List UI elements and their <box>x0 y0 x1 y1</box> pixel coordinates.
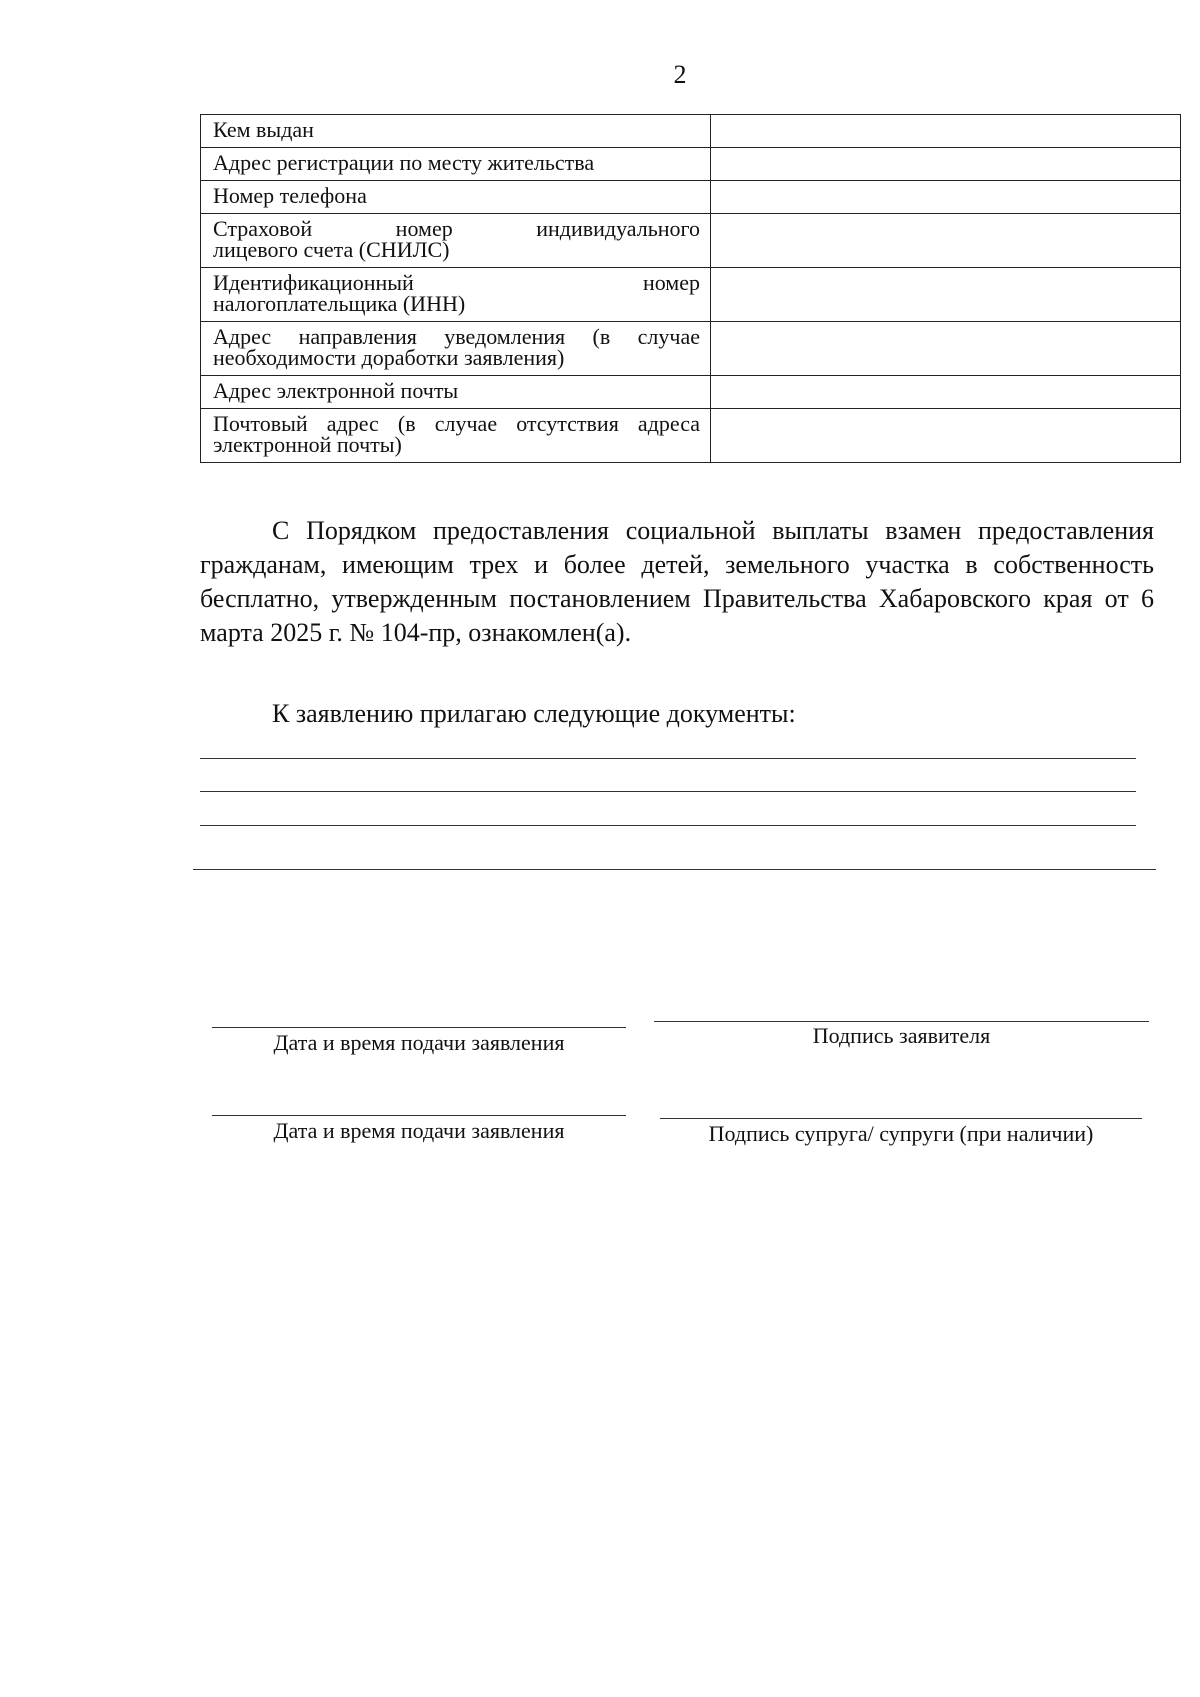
table-row <box>201 214 1181 268</box>
inn-label-line-2: налогоплательщика (ИНН) <box>213 291 466 316</box>
procedure-acknowledgement-text: С Порядком предоставления социальной выплаты взамен предоставления гражданам, имеющим трех и более детей, земельного участка в собственность бесплатно, утвержденным постановлением Правительства Хабаровского края от 6 марта 2025 г. № 104-пр, ознакомлен(а). <box>200 516 1154 647</box>
attachments-heading-paragraph <box>200 697 1154 731</box>
date-time-caption-2: Дата и время подачи заявления <box>273 1118 565 1143</box>
attachments-heading-text: К заявлению прилагаю следующие документы: <box>272 699 796 728</box>
applicant-info-table <box>200 114 1181 463</box>
issued-by-label: Кем выдан <box>201 115 711 148</box>
notification-address-label: Адрес направления уведомления (в случае необходимости доработки заявления) <box>201 322 711 376</box>
procedure-acknowledgement-paragraph <box>200 514 1154 650</box>
inn-field[interactable] <box>711 268 1181 322</box>
attachment-line[interactable] <box>200 825 1136 826</box>
spouse-signature-caption: Подпись супруга/ супруги (при наличии) <box>708 1121 1094 1146</box>
phone-number-field[interactable] <box>711 181 1181 214</box>
table-row <box>201 322 1181 376</box>
snils-field[interactable] <box>711 214 1181 268</box>
table-row <box>201 376 1181 409</box>
snils-label <box>201 214 711 268</box>
inn-label-line-1: Идентификационный номер <box>213 270 700 295</box>
table-row <box>201 268 1181 322</box>
email-label: Адрес электронной почты <box>201 376 711 409</box>
page-number: 2 <box>673 60 687 89</box>
postal-address-label: Почтовый адрес (в случае отсутствия адреса электронной почты) <box>201 409 711 463</box>
attachment-line[interactable] <box>193 869 1156 870</box>
postal-address-field[interactable] <box>711 409 1181 463</box>
spouse-signature-line[interactable] <box>660 1118 1142 1119</box>
snils-label-line-1: Страховой номер индивидуального <box>213 216 700 241</box>
date-time-signature-line[interactable] <box>212 1027 626 1028</box>
applicant-signature-caption: Подпись заявителя <box>812 1023 991 1048</box>
attachment-line[interactable] <box>200 758 1136 759</box>
issued-by-field[interactable] <box>711 115 1181 148</box>
notification-address-field[interactable] <box>711 322 1181 376</box>
attachment-line[interactable] <box>200 791 1136 792</box>
table-row <box>201 409 1181 463</box>
date-time-signature-line-2[interactable] <box>212 1115 626 1116</box>
email-field[interactable] <box>711 376 1181 409</box>
applicant-signature-line[interactable] <box>654 1021 1149 1022</box>
table-row <box>201 181 1181 214</box>
table-row <box>201 115 1181 148</box>
registration-address-field[interactable] <box>711 148 1181 181</box>
inn-label <box>201 268 711 322</box>
date-time-caption: Дата и время подачи заявления <box>273 1030 565 1055</box>
table-row <box>201 148 1181 181</box>
snils-label-line-2: лицевого счета (СНИЛС) <box>213 237 450 262</box>
registration-address-label: Адрес регистрации по месту жительства <box>201 148 711 181</box>
phone-number-label: Номер телефона <box>201 181 711 214</box>
